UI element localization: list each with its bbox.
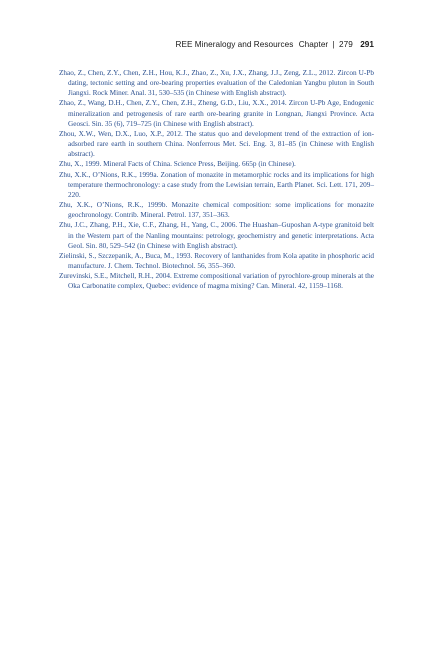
page-number: 291 bbox=[360, 40, 374, 49]
running-head-title: REE Mineralogy and Resources bbox=[175, 40, 294, 49]
running-head-separator: | bbox=[332, 40, 335, 49]
reference-list bbox=[59, 68, 374, 291]
running-head bbox=[175, 40, 374, 49]
reference-entry: Zhao, Z., Chen, Z.Y., Chen, Z.H., Hou, K.J., Zhao, Z., Xu, J.X., Zhang, J.J., Zeng, Z.L., 2012. Zircon U-Pb dating, tectonic setting and ore-bearing properties evaluation of the Caledonian Yangbu pluton in South Jiangxi. Rock Miner. Anal. 31, 530–535 (in Chinese with English abstract). bbox=[59, 69, 374, 98]
reference-entry: Zhu, X.K., O’Nions, R.K., 1999a. Zonation of monazite in metamorphic rocks and its implications for high temperature thermochronology: a case study from the Lewisian terrain, Earth Planet. Sci. Lett. 171, 209–220. bbox=[59, 170, 374, 199]
reference-entry: Zhu, X., 1999. Mineral Facts of China. Science Press, Beijing. 665p (in Chinese). bbox=[59, 160, 296, 169]
reference-entry: Zhou, X.W., Wen, D.X., Luo, X.P., 2012. The status quo and development trend of the extraction of ion-adsorbed rare earth in southern China. Nonferrous Met. Sci. Eng. 3, 81–85 (in Chinese with English abstract). bbox=[59, 129, 374, 159]
running-head-chapter-label: Chapter bbox=[298, 40, 329, 49]
reference-entry: Zhao, Z., Wang, D.H., Chen, Z.Y., Chen, Z.H., Zheng, G.D., Liu, X.X., 2014. Zircon U-Pb Age, Endogenic mineralization and petrogenesis of rare earth ore-bearing granite in Longnan, Jiangxi Province. Acta Geosci. Sin. 35 (6), 719–725 (in Chinese with English abstract). bbox=[59, 99, 374, 128]
running-head-chapter-number: 279 bbox=[339, 40, 353, 49]
reference-entry: Zurevinski, S.E., Mitchell, R.H., 2004. Extreme compositional variation of pyrochlore-group minerals at the Oka Carbonatite complex, Quebec: evidence of magma mixing? Can. Mineral. 42, 1159–1168. bbox=[59, 272, 374, 291]
reference-entry: Zhu, J.C., Zhang, P.H., Xie, C.F., Zhang, H., Yang, C., 2006. The Huashan–Guposhan A-type granitoid belt in the Western part of the Nanling mountains: petrology, geochemistry and genetic interpretations. Acta Geol. Sin. 80, 529–542 (in Chinese with English abstract). bbox=[59, 221, 374, 250]
reference-entry: Zhu, X.K., O’Nions, R.K., 1999b. Monazite chemical composition: some implications for monazite geochronology. Contrib. Mineral. Petrol. 137, 351–363. bbox=[59, 201, 374, 220]
reference-entry: Zielinski, S., Szczepanik, A., Buca, M., 1993. Recovery of lanthanides from Kola apatite in phosphoric acid manufacture. J. Chem. Technol. Biotechnol. 56, 355–360. bbox=[59, 251, 374, 270]
